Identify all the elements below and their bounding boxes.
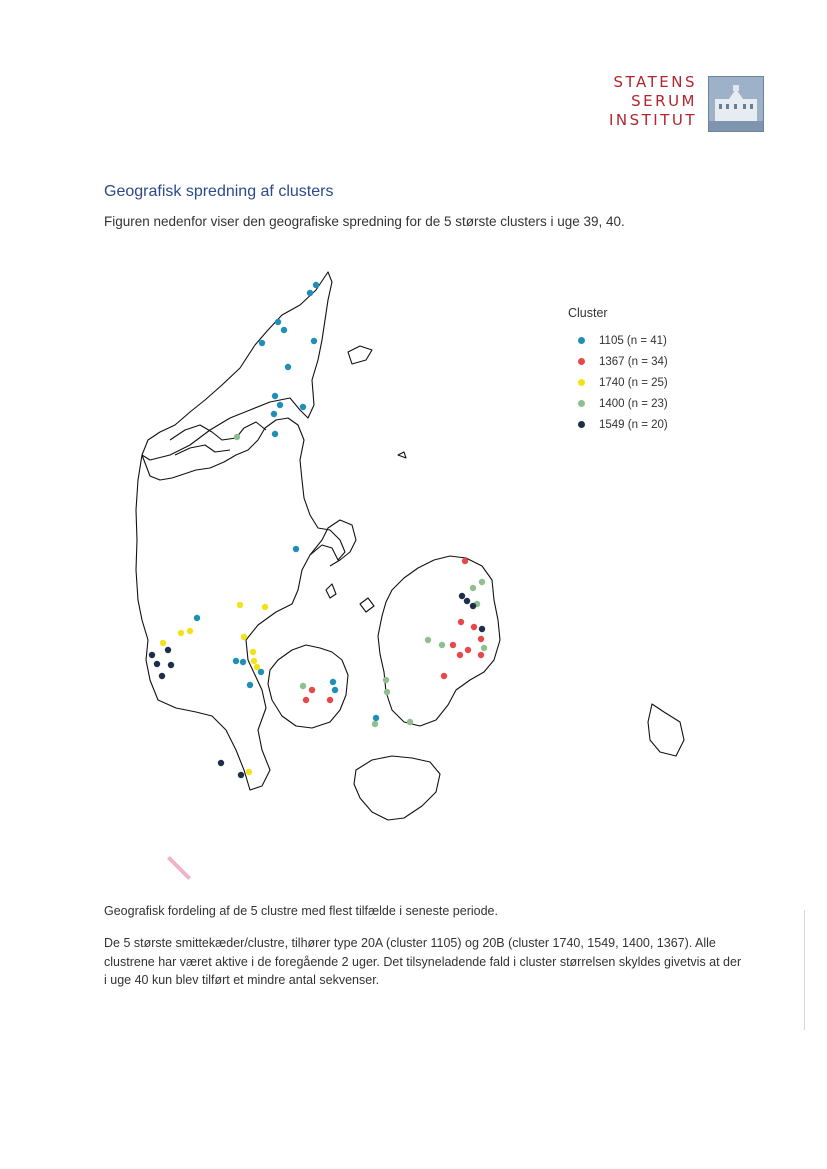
cluster-point (275, 319, 281, 325)
section-heading: Geografisk spredning af clusters (104, 183, 334, 200)
cluster-point (250, 649, 256, 655)
cluster-point (470, 585, 476, 591)
cluster-point (464, 598, 470, 604)
legend-marker-1549 (578, 421, 585, 428)
cluster-point (407, 719, 413, 725)
cluster-point (234, 434, 240, 440)
map-legend (568, 306, 668, 435)
logo-line-1: STATENS (613, 73, 697, 91)
cluster-point (168, 662, 174, 668)
legend-item-1367 (568, 351, 668, 372)
cluster-point (470, 603, 476, 609)
scan-edge-line (804, 910, 805, 1030)
legend-marker-1400 (578, 400, 585, 407)
cluster-point (165, 647, 171, 653)
cluster-point (384, 689, 390, 695)
cluster-point (439, 642, 445, 648)
cluster-point (313, 282, 319, 288)
bornholm-outline (648, 704, 684, 756)
cluster-point (259, 340, 265, 346)
cluster-point (311, 338, 317, 344)
vendsyssel-outline (142, 272, 332, 460)
cluster-point (332, 687, 338, 693)
legend-marker-1740 (578, 379, 585, 386)
cluster-point (327, 697, 333, 703)
cluster-point (330, 679, 336, 685)
logo-line-2: SERUM (631, 92, 697, 110)
legend-label-1549: 1549 (n = 20) (599, 418, 668, 431)
cluster-points (149, 282, 487, 778)
cluster-point (237, 602, 243, 608)
cluster-point (479, 579, 485, 585)
cluster-point (246, 769, 252, 775)
legend-label-1400: 1400 (n = 23) (599, 397, 668, 410)
cluster-point (372, 721, 378, 727)
cluster-point (178, 630, 184, 636)
cluster-point (457, 652, 463, 658)
cluster-point (159, 673, 165, 679)
cluster-point (187, 628, 193, 634)
cluster-point (450, 642, 456, 648)
cluster-point (481, 645, 487, 651)
cluster-point (383, 677, 389, 683)
cluster-point (160, 640, 166, 646)
intro-text: Figuren nedenfor viser den geografiske spredning for de 5 største clusters i uge 39, 40. (104, 214, 625, 229)
legend-marker-1105 (578, 337, 585, 344)
cluster-point (272, 431, 278, 437)
cluster-point (459, 593, 465, 599)
legend-item-1549 (568, 414, 668, 435)
legend-label-1367: 1367 (n = 34) (599, 355, 668, 368)
cluster-point (194, 615, 200, 621)
figure-caption: Geografisk fordeling af de 5 clustre med flest tilfælde i seneste periode. (104, 904, 498, 918)
cluster-point (272, 393, 278, 399)
cluster-point (303, 697, 309, 703)
cluster-point (247, 682, 253, 688)
cluster-point (218, 760, 224, 766)
cluster-point (262, 604, 268, 610)
cluster-point (441, 673, 447, 679)
body-paragraph: De 5 største smittekæder/clustre, tilhører type 20A (cluster 1105) og 20B (cluster 1740, 1549, 1400, 1367). Alle clustrene har været aktive i de foregående 2 uger. Det tilsyneladende fald i cluster størrelsen skyldes givetvis at der i uge 40 kun blev tilført et mindre antal sekvenser. (104, 936, 742, 987)
legend-item-1105 (568, 330, 668, 351)
cluster-point (465, 647, 471, 653)
cluster-point (479, 626, 485, 632)
legend-item-1740 (568, 372, 668, 393)
cluster-point (277, 402, 283, 408)
cluster-point (458, 619, 464, 625)
logo-line-3: INSTITUT (608, 111, 697, 129)
cluster-point (285, 364, 291, 370)
logo-building-image (708, 76, 764, 132)
cluster-point (281, 327, 287, 333)
cluster-point (425, 637, 431, 643)
cluster-point (300, 404, 306, 410)
cluster-point (233, 658, 239, 664)
cluster-point (238, 772, 244, 778)
legend-item-1400 (568, 393, 668, 414)
legend-label-1105: 1105 (n = 41) (599, 334, 667, 347)
cluster-point (293, 546, 299, 552)
cluster-point (149, 652, 155, 658)
cluster-point (241, 634, 247, 640)
logo-text (609, 73, 697, 130)
cluster-point (240, 659, 246, 665)
cluster-point (478, 636, 484, 642)
cluster-point (471, 624, 477, 630)
cluster-point (373, 715, 379, 721)
cluster-point (251, 658, 257, 664)
funen-outline (268, 645, 348, 728)
cluster-point (154, 661, 160, 667)
legend-label-1740: 1740 (n = 25) (599, 376, 668, 389)
cluster-point (309, 687, 315, 693)
cluster-point (478, 652, 484, 658)
cluster-point (300, 683, 306, 689)
cluster-point (271, 411, 277, 417)
cluster-point (258, 669, 264, 675)
legend-marker-1367 (578, 358, 585, 365)
cluster-point (462, 558, 468, 564)
legend-title: Cluster (568, 306, 608, 320)
lolland-falster-outline (354, 756, 440, 820)
cluster-point (254, 664, 260, 670)
cluster-point (307, 290, 313, 296)
